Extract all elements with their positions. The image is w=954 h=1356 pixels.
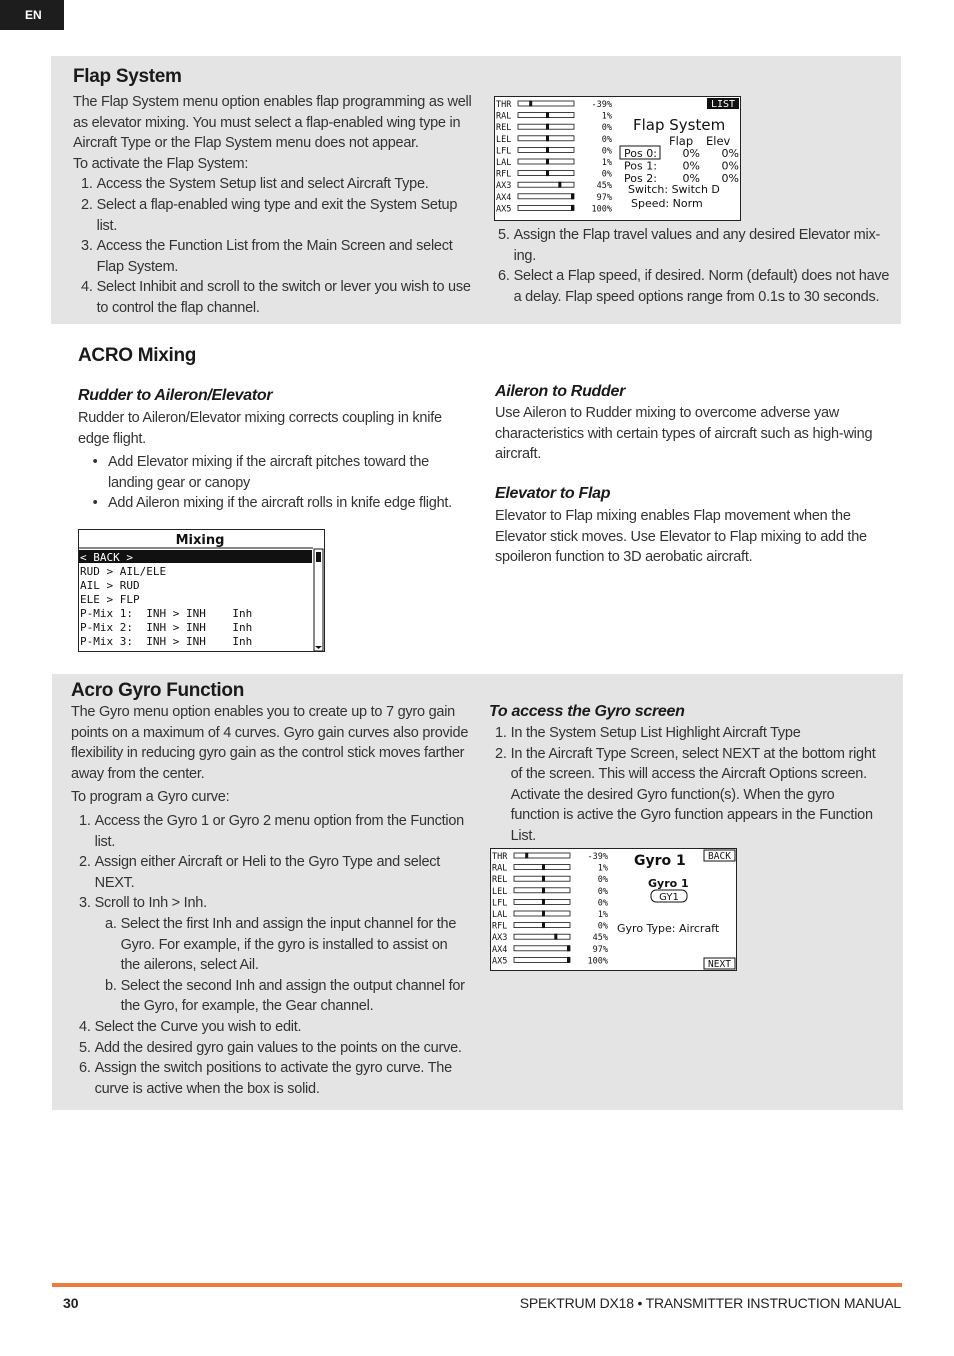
channel-value: 0% bbox=[601, 169, 612, 180]
rudder-to-aileron-text bbox=[78, 408, 474, 514]
channel-bar-marker bbox=[546, 124, 549, 130]
channel-value: 0% bbox=[597, 898, 608, 909]
channel-label: LEL bbox=[496, 134, 512, 145]
channel-label: LFL bbox=[496, 146, 512, 157]
list-item: 6. Assign the switch positions to activate the gyro curve. The curve is active when the box is solid. bbox=[79, 1060, 452, 1097]
channel-value: 0% bbox=[601, 123, 612, 134]
channel-bar-marker bbox=[542, 876, 545, 882]
channel-bars bbox=[496, 100, 612, 214]
flap-system-screen bbox=[494, 96, 741, 221]
channel-bar-marker bbox=[571, 205, 574, 211]
channel-label: AX4 bbox=[492, 944, 508, 955]
page-number: 30 bbox=[63, 1295, 79, 1311]
channel-label: THR bbox=[492, 852, 508, 862]
mixing-list-item[interactable]: P-Mix 1: INH > INH Inh bbox=[80, 607, 253, 620]
channel-bar-marker bbox=[546, 147, 549, 153]
mixing-list-item[interactable]: AIL > RUD bbox=[80, 579, 140, 592]
channel-label: AX4 bbox=[496, 192, 512, 203]
channel-bar-marker bbox=[542, 864, 545, 870]
footer-rule bbox=[52, 1283, 902, 1287]
back-button[interactable]: BACK bbox=[708, 851, 731, 862]
flap-system-text bbox=[73, 92, 473, 319]
channel-label: AX3 bbox=[496, 181, 512, 192]
channel-label: REL bbox=[492, 875, 508, 886]
flap-pos-flap-value[interactable]: 0% bbox=[682, 147, 700, 160]
flap-pos-elev-value[interactable]: 0% bbox=[721, 159, 739, 173]
col-elev-label: Elev bbox=[706, 134, 731, 148]
channel-label: THR bbox=[496, 100, 512, 110]
mixing-list-item[interactable]: P-Mix 3: INH > INH Inh bbox=[80, 635, 253, 648]
mixing-list-item[interactable]: RUD > AIL/ELE bbox=[80, 565, 167, 578]
speed-setting[interactable]: Speed: Norm bbox=[631, 197, 703, 210]
channel-value: 1% bbox=[597, 863, 608, 874]
flap-pos-label[interactable]: Pos 2: bbox=[624, 172, 657, 185]
gyro-screen-graphic bbox=[491, 849, 736, 970]
flap-pos-flap-value[interactable]: 0% bbox=[682, 159, 700, 173]
channel-value: 0% bbox=[597, 886, 608, 897]
channel-bar bbox=[514, 957, 570, 962]
channel-bar-marker bbox=[542, 911, 545, 917]
channel-value: 97% bbox=[596, 192, 612, 203]
channel-bar-marker bbox=[554, 934, 557, 940]
flap-pos-elev-value[interactable]: 0% bbox=[721, 172, 739, 185]
scrollbar-thumb[interactable] bbox=[316, 552, 321, 562]
gyro-text bbox=[71, 702, 469, 1099]
channel-label: RAL bbox=[492, 863, 508, 874]
list-item: 2. Select a flap-enabled wing type and exit the System Setup list. bbox=[81, 196, 458, 234]
channel-bar bbox=[514, 934, 570, 939]
gyro-title: Acro Gyro Function bbox=[71, 680, 244, 701]
channel-label: AX5 bbox=[496, 204, 512, 215]
channel-label: LEL bbox=[492, 886, 508, 897]
mixing-list bbox=[80, 551, 252, 648]
channel-bar-marker bbox=[571, 193, 574, 199]
list-item: 3. Access the Function List from the Main Screen and select Flap System. bbox=[81, 238, 453, 275]
flap-intro: The Flap System menu option enables flap programming as well as elevator mixing. You must select a flap-enabled wing type in Aircraft Type or the Flap System menu does not appear. bbox=[73, 94, 472, 152]
flap-system-text-right bbox=[494, 225, 892, 307]
list-item: 2. Assign either Aircraft or Heli to the Gyro Type and select NEXT. bbox=[79, 854, 441, 891]
channel-value: 0% bbox=[601, 134, 612, 145]
gyro-sub-heading: Gyro 1 bbox=[648, 877, 689, 890]
aileron-to-rudder-heading: Aileron to Rudder bbox=[495, 383, 626, 400]
flap-screen-heading: Flap System bbox=[633, 116, 726, 134]
acro-mixing-title: ACRO Mixing bbox=[78, 345, 197, 366]
list-item: • Add Aileron mixing if the aircraft rolls in knife edge flight. bbox=[92, 495, 452, 512]
elevator-to-flap-text bbox=[495, 506, 891, 568]
mixing-screen bbox=[78, 529, 325, 652]
gyro-type[interactable]: Gyro Type: Aircraft bbox=[617, 922, 720, 935]
channel-value: 1% bbox=[601, 158, 612, 168]
flap-steps-list bbox=[73, 174, 473, 318]
channel-value: 0% bbox=[601, 146, 612, 157]
scrollbar[interactable] bbox=[314, 549, 323, 651]
channel-bar-marker bbox=[546, 159, 549, 165]
channel-value: 0% bbox=[597, 875, 608, 886]
list-item: • Add Elevator mixing if the aircraft pitches toward the landing gear or canopy bbox=[92, 454, 429, 491]
channel-value: -39% bbox=[587, 852, 608, 862]
channel-bar bbox=[518, 101, 574, 106]
channel-label: RFL bbox=[496, 169, 512, 180]
channel-value: 1% bbox=[601, 111, 612, 122]
channel-bar bbox=[514, 853, 570, 858]
switch-setting[interactable]: Switch: Switch D bbox=[628, 183, 720, 196]
rudder-to-aileron-heading: Rudder to Aileron/Elevator bbox=[78, 387, 273, 404]
aileron-to-rudder-text bbox=[495, 403, 891, 465]
channel-label: AX3 bbox=[492, 933, 508, 944]
flap-activate: To activate the Flap System: bbox=[73, 155, 249, 172]
list-item: b. Select the second Inh and assign the output channel for the Gyro, for example, the Gear channel. bbox=[105, 977, 465, 1015]
list-item: 2. In the Aircraft Type Screen, select NEXT at the bottom right of the screen. This will access the Aircraft Options screen. Activate the desired Gyro function(s). When the gyro function is active the Gyro function appears in the Function List. bbox=[495, 745, 876, 844]
aileron-body: Use Aileron to Rudder mixing to overcome adverse yaw characteristics with certain types of aircraft such as high-wing aircraft. bbox=[495, 405, 873, 463]
channel-value: 45% bbox=[596, 181, 612, 192]
mixing-list-item[interactable]: P-Mix 2: INH > INH Inh bbox=[80, 621, 253, 634]
channel-bars bbox=[492, 852, 608, 966]
flap-position-rows bbox=[624, 147, 739, 185]
channel-label: RAL bbox=[496, 111, 512, 122]
flap-pos-label[interactable]: Pos 1: bbox=[624, 159, 657, 173]
channel-bar-marker bbox=[567, 945, 570, 951]
rudder-body: Rudder to Aileron/Elevator mixing corrects coupling in knife edge flight. bbox=[78, 410, 442, 447]
list-item: 5. Add the desired gyro gain values to the points on the curve. bbox=[79, 1039, 462, 1056]
channel-bar bbox=[518, 182, 574, 187]
mixing-screen-graphic bbox=[79, 530, 324, 651]
col-flap-label: Flap bbox=[669, 134, 694, 148]
gyro-screen-heading: Gyro 1 bbox=[634, 853, 686, 869]
flap-system-title: Flap System bbox=[73, 66, 182, 87]
channel-value: 97% bbox=[592, 944, 608, 955]
list-item: 1. Access the Gyro 1 or Gyro 2 menu option from the Function list. bbox=[79, 812, 464, 850]
list-item: a. Select the first Inh and assign the input channel for the Gyro. For example, if the gyro is installed to assist on the ailerons, select Ail. bbox=[105, 915, 457, 974]
list-item: 1. In the System Setup List Highlight Aircraft Type bbox=[495, 725, 801, 741]
channel-label: LAL bbox=[492, 910, 508, 920]
flap-screen-graphic bbox=[495, 97, 740, 220]
list-item: 3. Scroll to Inh > Inh. bbox=[79, 895, 207, 912]
mixing-screen-title: Mixing bbox=[175, 533, 225, 548]
channel-value: 100% bbox=[591, 204, 612, 215]
channel-label: LFL bbox=[492, 898, 508, 909]
flap-pos-label[interactable]: Pos 0: bbox=[624, 147, 657, 160]
elevator-to-flap-heading: Elevator to Flap bbox=[495, 485, 611, 502]
list-item: 5. Assign the Flap travel values and any desired Elevator mix-ing. bbox=[498, 227, 881, 264]
back-row[interactable]: < BACK > bbox=[80, 551, 133, 564]
gyro-steps-list bbox=[71, 811, 469, 1099]
list-item: 4. Select Inhibit and scroll to the switch or lever you wish to use to control the flap channel. bbox=[81, 279, 471, 316]
scroll-down-icon[interactable] bbox=[315, 646, 322, 649]
channel-bar-marker bbox=[542, 887, 545, 893]
channel-value: 100% bbox=[587, 956, 608, 967]
flap-steps-list-continued bbox=[494, 225, 892, 307]
flap-pos-flap-value[interactable]: 0% bbox=[682, 172, 700, 185]
flap-pos-elev-value[interactable]: 0% bbox=[721, 147, 739, 160]
channel-bar bbox=[518, 194, 574, 199]
language-tab: EN bbox=[0, 0, 64, 30]
channel-label: REL bbox=[496, 123, 512, 134]
channel-value: 1% bbox=[597, 910, 608, 920]
channel-bar-marker bbox=[558, 182, 561, 188]
channel-bar-marker bbox=[546, 135, 549, 141]
gyro-program: To program a Gyro curve: bbox=[71, 789, 230, 806]
list-item: 1. Access the System Setup list and select Aircraft Type. bbox=[81, 176, 429, 193]
channel-bar-marker bbox=[529, 101, 532, 107]
rudder-bullets bbox=[78, 452, 474, 514]
channel-bar-marker bbox=[542, 899, 545, 905]
list-button[interactable]: LIST bbox=[710, 99, 736, 110]
next-button[interactable]: NEXT bbox=[708, 959, 731, 970]
list-item: 4. Select the Curve you wish to edit. bbox=[79, 1018, 302, 1035]
list-item: 6. Select a Flap speed, if desired. Norm (default) does not have a delay. Flap speed options range from 0.1s to 30 seconds. bbox=[498, 268, 890, 305]
channel-label: LAL bbox=[496, 158, 512, 168]
gyro-access-text bbox=[489, 723, 885, 847]
channel-bar bbox=[518, 205, 574, 210]
gyro-intro: The Gyro menu option enables you to create up to 7 gyro gain points on a maximum of 4 curves. Gyro gain curves also provide flexibility in reducing gyro gain as the control stick moves farther away from the center. bbox=[71, 704, 469, 782]
gyro-access-steps bbox=[489, 723, 885, 847]
elevator-body: Elevator to Flap mixing enables Flap movement when the Elevator stick moves. Use Elevator to Flap mixing to add the spoileron function to 3D aerobatic aircraft. bbox=[495, 508, 867, 566]
manual-title: SPEKTRUM DX18 • TRANSMITTER INSTRUCTION MANUAL bbox=[519, 1295, 901, 1311]
channel-bar-marker bbox=[546, 112, 549, 118]
channel-bar-marker bbox=[567, 957, 570, 963]
channel-value: 0% bbox=[597, 921, 608, 932]
channel-bar-marker bbox=[542, 922, 545, 928]
channel-value: -39% bbox=[591, 100, 612, 110]
channel-bar bbox=[514, 946, 570, 951]
gyro-select-value: GY1 bbox=[659, 892, 679, 903]
channel-bar-marker bbox=[546, 170, 549, 176]
mixing-list-item[interactable]: ELE > FLP bbox=[80, 593, 140, 606]
channel-label: RFL bbox=[492, 921, 508, 932]
gyro-screen bbox=[490, 848, 737, 971]
channel-value: 45% bbox=[592, 933, 608, 944]
channel-bar-marker bbox=[525, 853, 528, 859]
gyro-access-heading: To access the Gyro screen bbox=[489, 703, 685, 720]
channel-label: AX5 bbox=[492, 956, 508, 967]
